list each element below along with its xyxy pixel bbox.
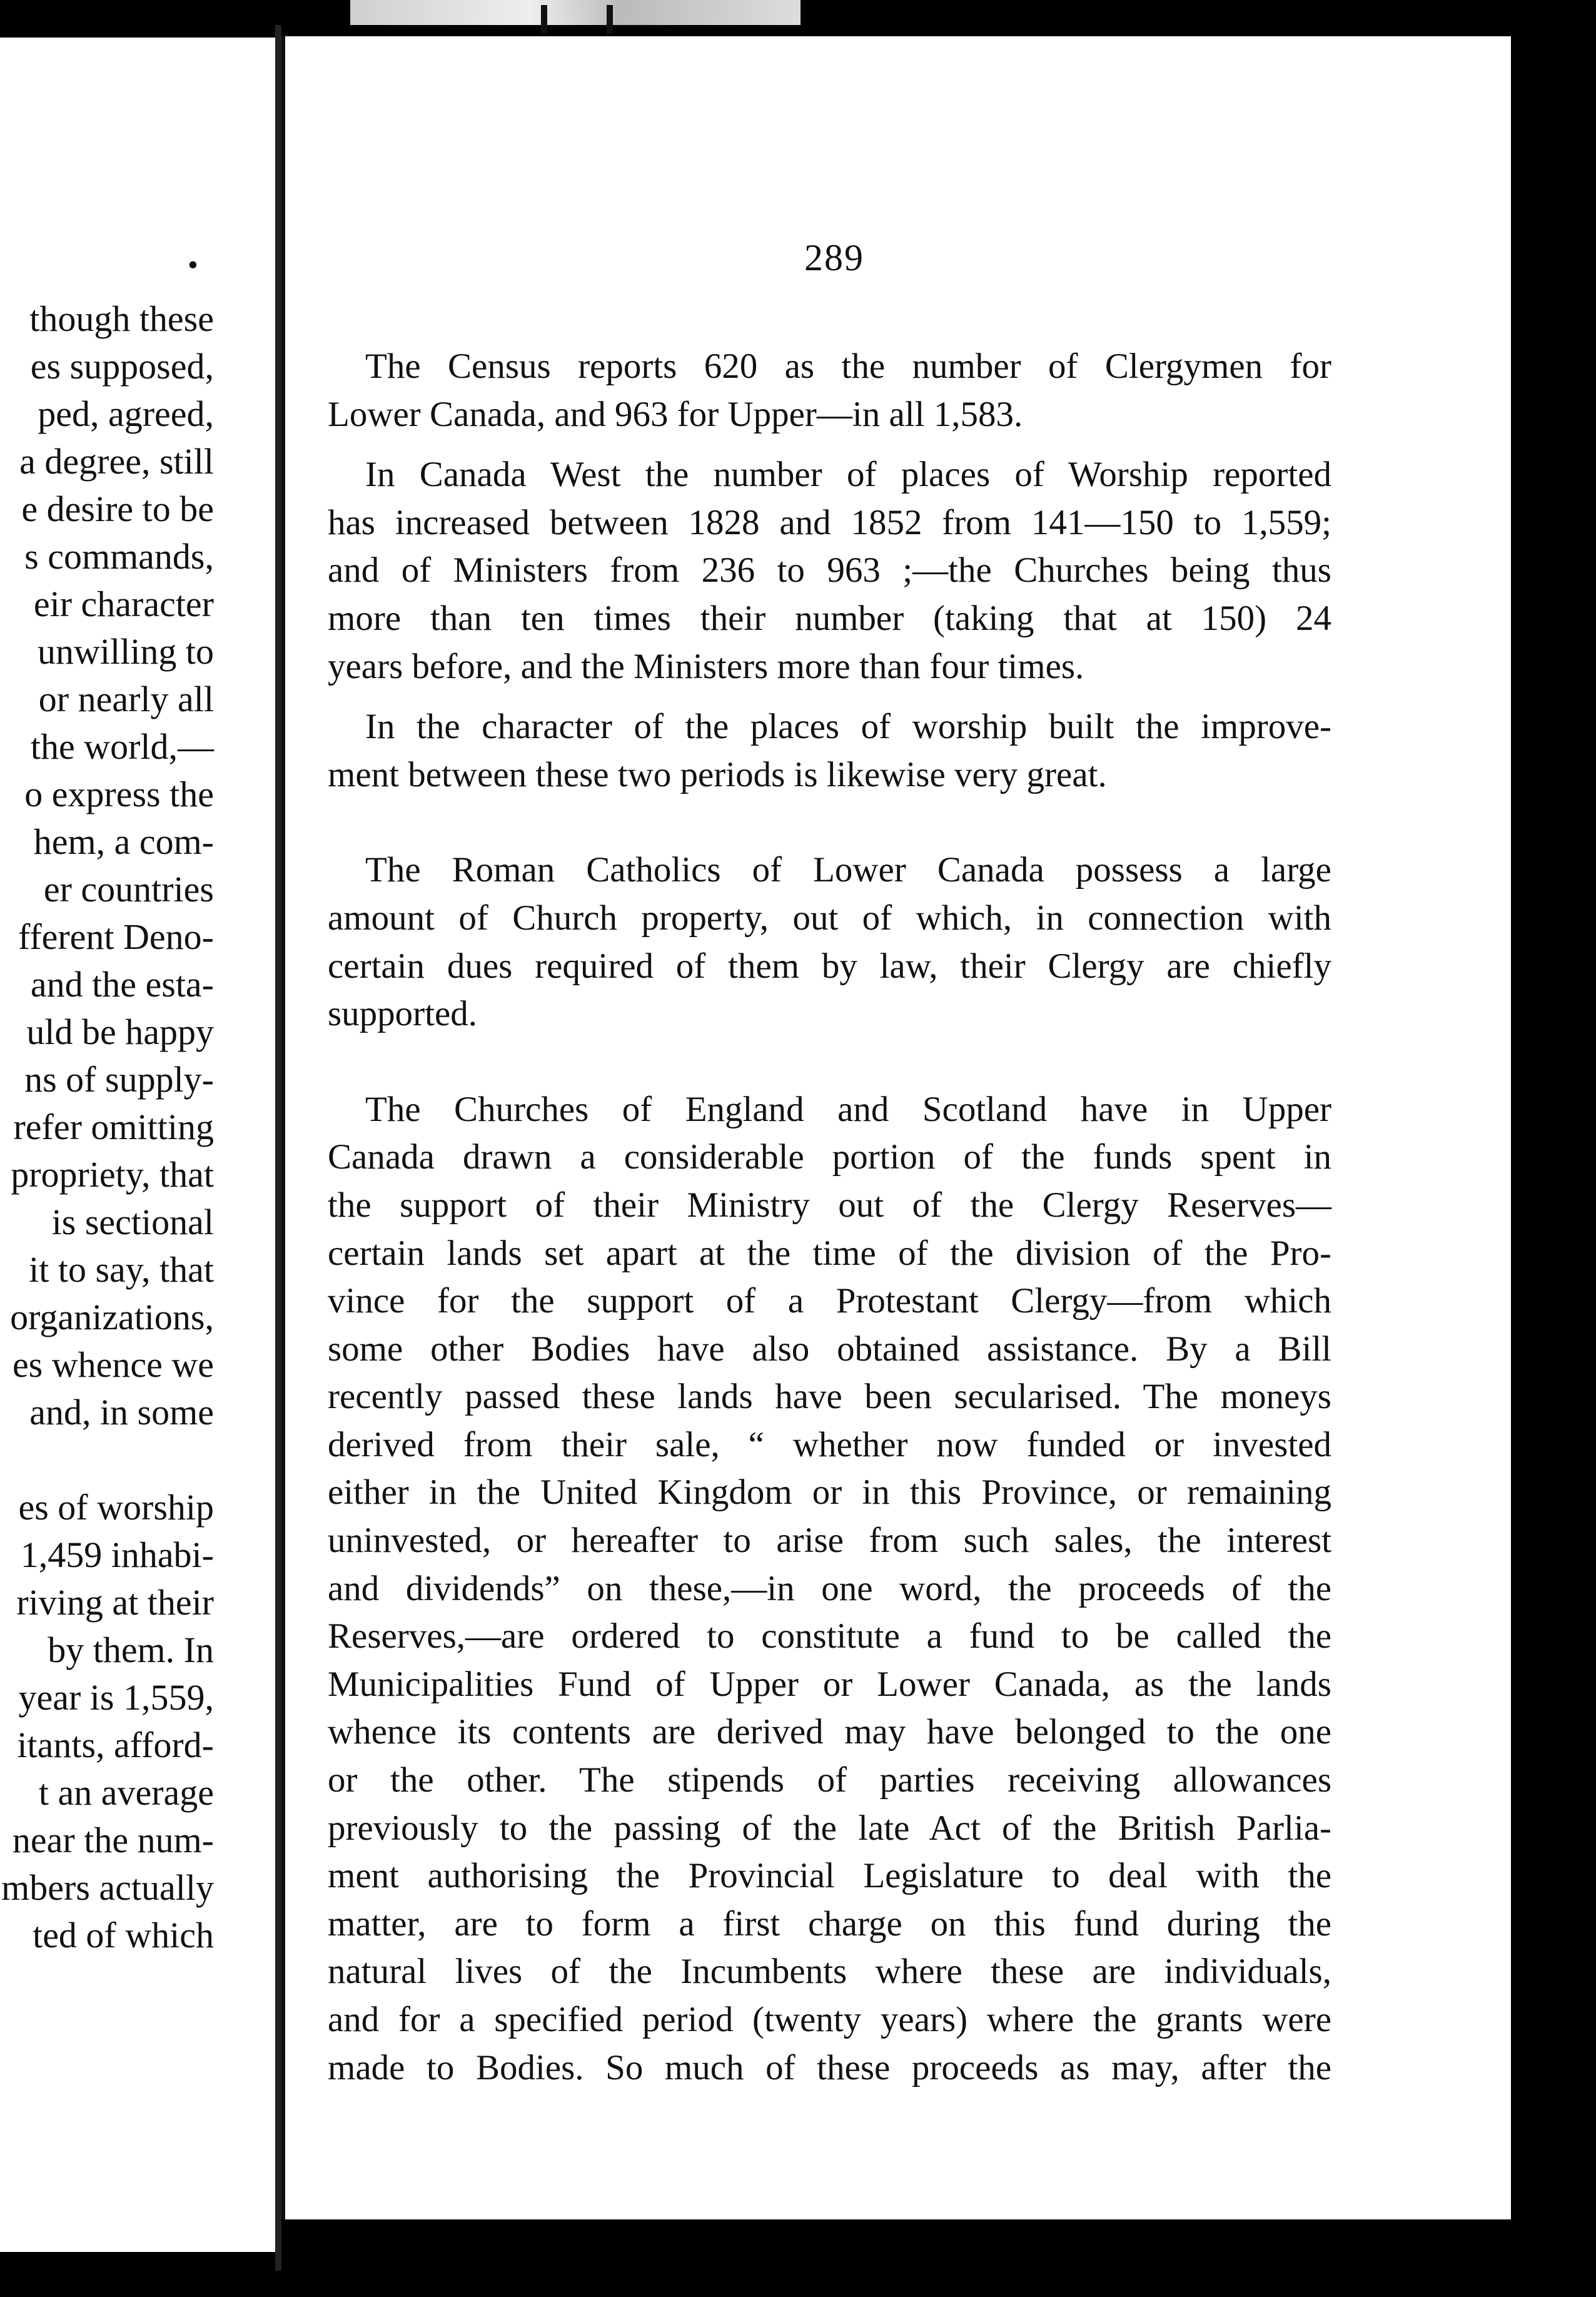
bullet-mark: •: [188, 248, 198, 281]
left-line: near the num-: [12, 1820, 214, 1860]
left-line: es whence we: [12, 1344, 214, 1385]
text-line: Canada drawn a considerable portion of the funds spent in: [328, 1137, 1331, 1177]
left-line: ped, agreed,: [38, 393, 214, 434]
left-line: uld be happy: [26, 1012, 214, 1052]
left-page-lines: [0, 295, 214, 1959]
text-line: the support of their Ministry out of the Clergy Reserves—: [328, 1185, 1331, 1225]
text-line: some other Bodies have also obtained assistance. By a Bill: [328, 1329, 1331, 1369]
left-line: t an average: [38, 1772, 214, 1813]
text-line: Municipalities Fund of Upper or Lower Canada, as the lands: [328, 1664, 1331, 1704]
text-line: more than ten times their number (taking that at 150) 24: [328, 598, 1331, 638]
left-line: riving at their: [16, 1582, 214, 1623]
left-line: a degree, still: [19, 441, 214, 482]
left-paragraph-gap: [0, 1436, 214, 1484]
text-line: has increased between 1828 and 1852 from 141—150 to 1,559;: [328, 502, 1331, 542]
text-line: years before, and the Ministers more than four times.: [328, 646, 1084, 686]
left-page-fragment: [0, 38, 275, 2252]
left-line: er countries: [43, 869, 214, 910]
text-line: and of Ministers from 236 to 963 ;—the Churches being thus: [328, 550, 1331, 591]
text-line: previously to the passing of the late Act of the British Parlia-: [328, 1808, 1331, 1848]
text-line: The Census reports 620 as the number of Clergymen for: [365, 347, 1331, 386]
left-line: by them. In: [48, 1630, 214, 1670]
left-line: propriety, that: [11, 1154, 214, 1195]
left-line: ns of supply-: [24, 1059, 214, 1100]
left-line: it to say, that: [29, 1249, 214, 1290]
left-line: hem, a com-: [33, 821, 214, 862]
text-line: Lower Canada, and 963 for Upper—in all 1,583.: [328, 394, 1023, 434]
left-line: mbers actually: [1, 1867, 214, 1908]
text-line: certain lands set apart at the time of the division of the Pro-: [328, 1233, 1331, 1273]
left-line: and, in some: [29, 1392, 214, 1432]
left-line: fferent Deno-: [18, 916, 214, 957]
paragraph-gap: [328, 691, 1331, 703]
scan-mark: [607, 5, 613, 34]
left-line: and the esta-: [30, 964, 214, 1005]
text-line: recently passed these lands have been secularised. The moneys: [328, 1377, 1331, 1417]
left-line: es supposed,: [30, 346, 214, 387]
paragraph-roman-catholics: [328, 846, 1331, 1038]
text-line: Reserves,—are ordered to constitute a fund to be called the: [328, 1616, 1331, 1656]
left-line: though these: [29, 298, 214, 339]
left-line: s commands,: [24, 536, 214, 577]
book-gutter: [275, 25, 281, 2271]
text-line: either in the United Kingdom or in this Province, or remaining: [328, 1473, 1331, 1513]
text-line: In the character of the places of worship built the improve-: [365, 707, 1331, 747]
left-line: itants, afford-: [17, 1725, 214, 1765]
left-line: the world,—: [30, 726, 214, 767]
paragraph-census: [328, 343, 1331, 439]
text-line: ment authorising the Provincial Legislature to deal with the: [328, 1856, 1331, 1896]
left-line: year is 1,559,: [18, 1677, 214, 1718]
left-line: unwilling to: [38, 631, 214, 672]
left-line: or nearly all: [38, 679, 214, 719]
text-line: natural lives of the Incumbents where these are individuals,: [328, 1952, 1331, 1992]
text-line: In Canada West the number of places of Worship reported: [365, 455, 1331, 495]
text-line: whence its contents are derived may have belonged to the one: [328, 1712, 1331, 1752]
left-line: es of worship: [18, 1487, 214, 1528]
text-line: supported.: [328, 994, 478, 1034]
body-text: [328, 343, 1331, 2092]
left-line: organizations,: [10, 1297, 214, 1337]
text-line: and for a specified period (twenty years) where the grants were: [328, 2000, 1331, 2039]
left-line: refer omitting: [13, 1107, 214, 1147]
paragraph-clergy-reserves: [328, 1086, 1331, 2092]
text-line: matter, are to form a first charge on this fund during the: [328, 1904, 1331, 1944]
scan-top-strip: [350, 0, 801, 25]
left-line: ted of which: [33, 1915, 214, 1955]
text-line: and dividends” on these,—in one word, the proceeds of the: [328, 1568, 1331, 1608]
text-line: vince for the support of a Protestant Clergy—from which: [328, 1281, 1331, 1321]
text-line: The Roman Catholics of Lower Canada possess a large: [365, 850, 1331, 890]
paragraph-gap: [328, 799, 1331, 846]
text-line: made to Bodies. So much of these proceeds as may, after the: [328, 2047, 1331, 2087]
text-line: uninvested, or hereafter to arise from such sales, the interest: [328, 1521, 1331, 1561]
page-number: 289: [804, 237, 864, 278]
text-line: or the other. The stipends of parties receiving allowances: [328, 1760, 1331, 1800]
left-line: e desire to be: [21, 489, 214, 529]
main-page: [281, 36, 1511, 2219]
paragraph-gap: [328, 439, 1331, 451]
paragraph-gap: [328, 1038, 1331, 1086]
text-line: certain dues required of them by law, their Clergy are chiefly: [328, 946, 1331, 986]
left-line: o express the: [24, 774, 214, 814]
text-line: amount of Church property, out of which, in connection with: [328, 898, 1331, 938]
text-line: derived from their sale, “ whether now funded or invested: [328, 1424, 1331, 1464]
text-line: The Churches of England and Scotland have in Upper: [365, 1089, 1331, 1129]
left-line: is sectional: [51, 1202, 214, 1242]
left-line: eir character: [33, 584, 214, 624]
paragraph-character: [328, 703, 1331, 799]
text-line: ment between these two periods is likewise very great.: [328, 754, 1107, 794]
paragraph-canada-west: [328, 451, 1331, 691]
scan-mark: [541, 5, 547, 34]
left-line: 1,459 inhabi-: [20, 1534, 214, 1575]
